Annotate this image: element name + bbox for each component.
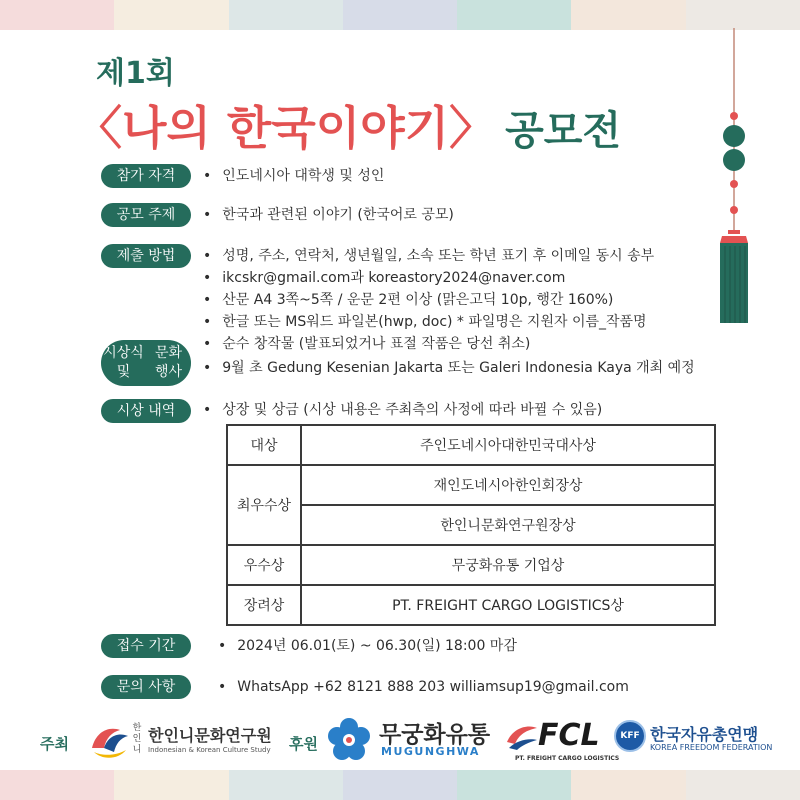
ceremony-item: • 9월 초 Gedung Kesenian Jakarta 또는 Galeri Indonesia Kaya 개최 예정 [203,358,695,378]
host-logo-icon [88,722,132,762]
stripe-block [686,0,800,30]
submission-item: • 산문 A4 3쪽~5쪽 / 운문 2편 이상 (맑은고딕 10p, 행간 160%) [203,290,613,310]
theme-item: • 한국과 관련된 이야기 (한국어로 공모) [203,205,454,225]
eligibility-item: • 인도네시아 대학생 및 성인 [203,166,384,186]
label-theme: 공모 주제 [101,203,191,227]
label-awards: 시상 내역 [101,399,191,423]
awards-table [226,424,716,626]
edition-title: 제1회 [96,56,175,91]
awards-item: • 상장 및 상금 (시상 내용은 주최측의 사정에 따라 바뀔 수 있음) [203,400,602,420]
host-label: 주최 [40,735,69,753]
award-category: 최우수상 [227,465,301,545]
award-name: 한인니문화연구원장상 [301,505,715,545]
stripe-block [343,770,457,800]
table-row [227,585,715,625]
stripe-block [571,0,685,30]
label-period: 접수 기간 [101,634,191,658]
host-vertical-label: 한인니 [132,723,142,755]
table-row [227,465,715,505]
fcl-subtitle: PT. FREIGHT CARGO LOGISTICS [515,755,620,762]
stripe-block [0,770,114,800]
stripe-block [114,0,228,30]
award-category: 대상 [227,425,301,465]
award-name: 재인도네시아한인회장상 [301,465,715,505]
table-row [227,425,715,465]
label-ceremony-line1: 시상식 및 [103,345,144,380]
submission-item: • 한글 또는 MS워드 파일본(hwp, doc) * 파일명은 지원자 이름_작품명 [203,312,647,332]
stripe-block [457,770,571,800]
top-color-stripe [0,0,800,30]
label-ceremony-line2: 문화 행사 [154,345,183,380]
stripe-block [229,0,343,30]
stripe-block [686,770,800,800]
mugunghwa-flower-icon [326,717,372,763]
stripe-block [0,0,114,30]
submission-item: • 순수 창작물 (발표되었거나 표절 작품은 당선 취소) [203,334,530,354]
tassel-ornament-icon [712,28,756,328]
contest-suffix: 공모전 [505,108,621,154]
stripe-block [229,770,343,800]
label-submission: 제출 방법 [101,244,191,268]
table-row [227,505,715,545]
kff-badge-text: KFF [620,731,640,741]
kff-name: 한국자유총연맹 [650,725,759,744]
mugunghwa-name: 무궁화유통 [379,722,491,748]
kff-badge-icon [614,720,646,752]
host-name: 한인니문화연구원 [148,726,272,745]
submission-item: • 성명, 주소, 연락처, 생년월일, 소속 또는 학년 표기 후 이메일 동시 송부 [203,246,654,266]
award-category: 장려상 [227,585,301,625]
award-name: 무궁화유통 기업상 [301,545,715,585]
submission-item: • ikcskr@gmail.com과 koreastory2024@naver.com [203,268,565,288]
table-row [227,545,715,585]
stripe-block [571,770,685,800]
bottom-color-stripe [0,770,800,800]
kff-english-name: KOREA FREEDOM FEDERATION [650,743,773,752]
host-subtitle: Indonesian & Korean Culture Study [148,746,271,754]
fcl-name: FCL [538,718,600,753]
award-category: 우수상 [227,545,301,585]
label-eligibility: 참가 자격 [101,164,191,188]
award-name: 주인도네시아대한민국대사상 [301,425,715,465]
page-title [76,92,621,158]
contact-item: • WhatsApp +62 8121 888 203 williamsup19@gmail.com [218,677,629,697]
award-name: PT. FREIGHT CARGO LOGISTICS상 [301,585,715,625]
label-contact: 문의 사항 [101,675,191,699]
fcl-swoosh-icon [505,722,539,752]
sponsor-label: 후원 [289,735,318,753]
stripe-block [114,770,228,800]
period-item: • 2024년 06.01(토) ~ 06.30(일) 18:00 마감 [218,636,517,656]
contest-name: 〈나의 한국이야기〉 [76,101,496,155]
mugunghwa-roman: MUGUNGHWA [381,745,480,758]
stripe-block [343,0,457,30]
stripe-block [457,0,571,30]
label-ceremony [101,340,191,386]
